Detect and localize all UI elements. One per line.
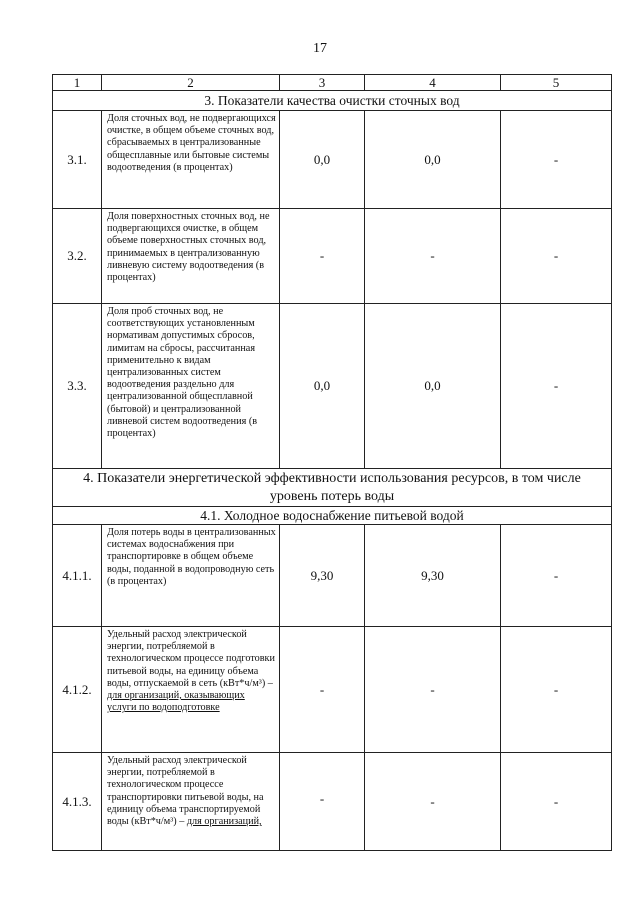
header-col-2: 2	[102, 75, 280, 91]
row-description-text: Удельный расход электрической энергии, потребляемой в технологическом процессе транспортировки питьевой воды, на единицу объема транспортируемой воды (кВт*ч/м³) –	[107, 755, 264, 828]
header-row	[53, 75, 612, 91]
row-value-col3: 9,30	[280, 525, 365, 627]
row-number: 4.1.3.	[53, 753, 102, 851]
row-value-col4: 0,0	[365, 304, 501, 469]
row-value-col5: -	[501, 304, 612, 469]
row-value-col3: -	[280, 209, 365, 304]
row-number: 4.1.2.	[53, 627, 102, 753]
row-value-col4: -	[365, 753, 501, 851]
header-col-5: 5	[501, 75, 612, 91]
row-value-col4: -	[365, 627, 501, 753]
header-col-4: 4	[365, 75, 501, 91]
table-row	[53, 753, 612, 851]
row-value-col5: -	[501, 525, 612, 627]
section-4-1-title: 4.1. Холодное водоснабжение питьевой водой	[53, 507, 612, 525]
row-value-col5: -	[501, 753, 612, 851]
row-description-underlined: для организаций, оказывающих услуги по водоподготовке	[107, 690, 245, 714]
row-value-col4: 0,0	[365, 111, 501, 209]
table-row	[53, 627, 612, 753]
section-4-1-row	[53, 507, 612, 525]
table-row	[53, 209, 612, 304]
row-description: Доля поверхностных сточных вод, не подвергающихся очистке, в общем объеме поверхностных сточных вод, принимаемых в централизованную ливневую систему водоотведения (в процентах)	[102, 209, 280, 304]
row-description: Доля сточных вод, не подвергающихся очистке, в общем объеме сточных вод, сбрасываемых в централизованные общесплавные или бытовые системы водоотведения (в процентах)	[102, 111, 280, 209]
row-value-col5: -	[501, 111, 612, 209]
row-number: 4.1.1.	[53, 525, 102, 627]
row-value-col5: -	[501, 627, 612, 753]
page-number: 17	[313, 41, 327, 56]
row-value-col3: 0,0	[280, 304, 365, 469]
header-col-3: 3	[280, 75, 365, 91]
section-4-row	[53, 469, 612, 507]
row-value-col5: -	[501, 209, 612, 304]
section-3-title: 3. Показатели качества очистки сточных вод	[53, 91, 612, 111]
row-description	[102, 753, 280, 851]
header-col-1: 1	[53, 75, 102, 91]
row-description	[102, 627, 280, 753]
table-row	[53, 304, 612, 469]
row-description: Доля потерь воды в централизованных системах водоснабжения при транспортировке в общем объеме воды, поданной в водопроводную сеть (в процентах)	[102, 525, 280, 627]
table-row	[53, 111, 612, 209]
section-3-row	[53, 91, 612, 111]
row-number: 3.1.	[53, 111, 102, 209]
row-value-col3: 0,0	[280, 111, 365, 209]
row-number: 3.3.	[53, 304, 102, 469]
row-description-text: Удельный расход электрической энергии, потребляемой в технологическом процессе подготовки питьевой воды, на единицу объема воды, отпускаемой в сеть (кВт*ч/м³) –	[107, 629, 275, 689]
row-value-col3: -	[280, 753, 365, 851]
row-value-col4: 9,30	[365, 525, 501, 627]
row-value-col4: -	[365, 209, 501, 304]
row-value-col3: -	[280, 627, 365, 753]
table-row	[53, 525, 612, 627]
indicators-table	[52, 74, 612, 851]
row-description-underlined: для организаций,	[186, 816, 262, 828]
row-number: 3.2.	[53, 209, 102, 304]
row-description: Доля проб сточных вод, не соответствующих установленным нормативам допустимых сбросов, лимитам на сбросы, рассчитанная применительно к видам централизованных систем водоотведения раздельно для централизованной общесплавной (бытовой) и централизованной ливневой систем водоотведения (в процентах)	[102, 304, 280, 469]
section-4-title: 4. Показатели энергетической эффективности использования ресурсов, в том числе уровень потерь воды	[53, 469, 612, 507]
